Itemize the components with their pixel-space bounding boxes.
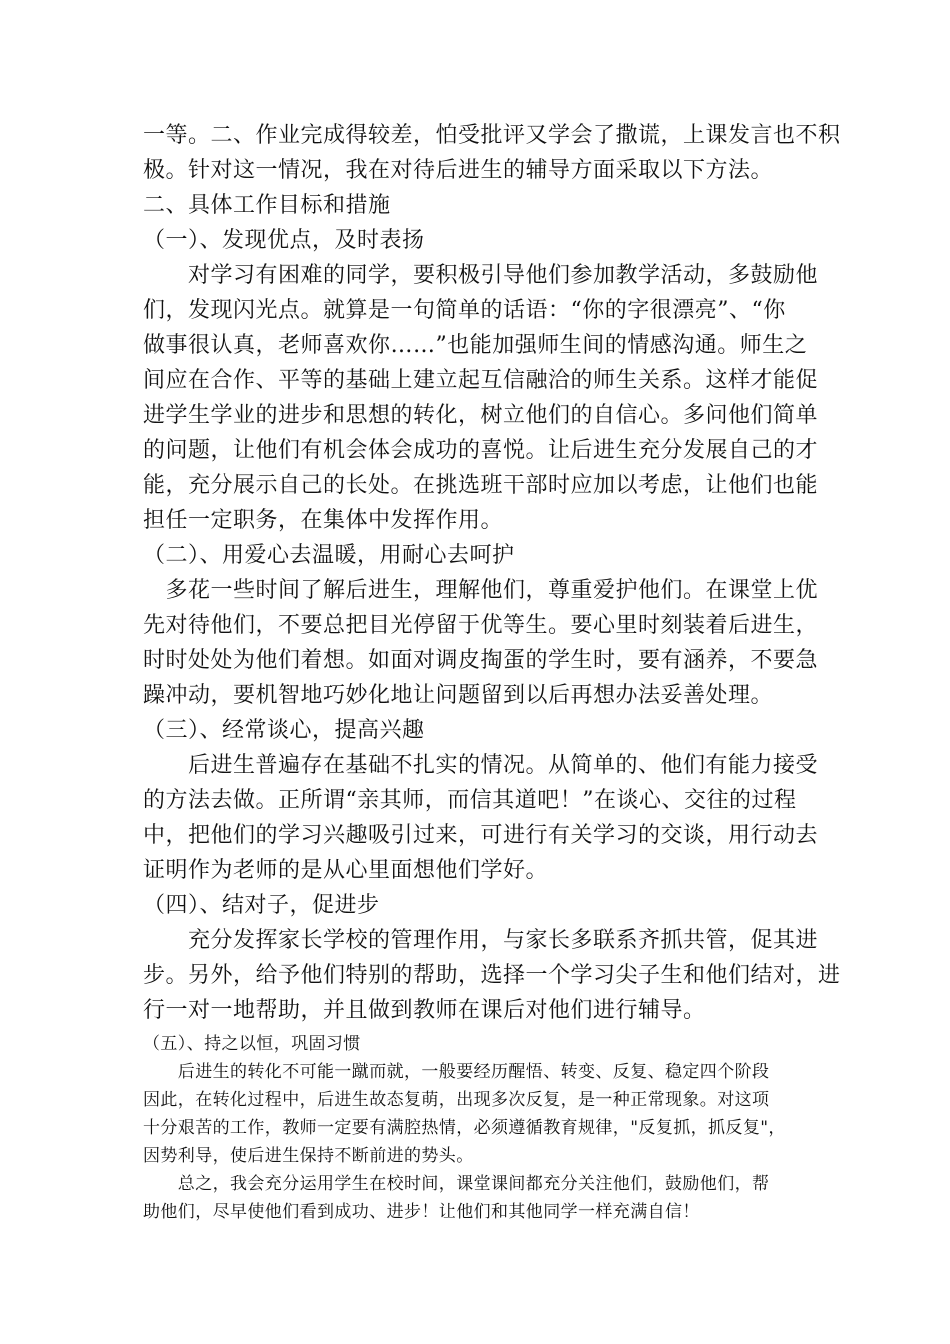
paragraph-line: 充分发挥家长学校的管理作用，与家长多联系齐抓共管，促其进 [143,928,819,953]
paragraph-line: 间应在合作、平等的基础上建立起互信融洽的师生关系。这样才能促 [143,368,819,393]
paragraph-line: 因势利导，使后进生保持不断前进的势头。 [143,1146,474,1166]
paragraph-line: 担任一定职务，在集体中发挥作用。 [143,508,504,533]
subsection-heading: （一）、发现优点，及时表扬 [143,228,425,253]
paragraph-line: 后进生的转化不可能一蹴而就，一般要经历醒悟、转变、反复、稳定四个阶段 [143,1062,770,1082]
paragraph-line: 时时处处为他们着想。如面对调皮掏蛋的学生时，要有涵养，不要急 [143,648,819,673]
paragraph-line: 一等。二、作业完成得较差，怕受批评又学会了撒谎，上课发言也不积 [143,123,841,148]
paragraph-line: 因此，在转化过程中，后进生故态复萌，出现多次反复，是一种正常现象。对这项 [143,1090,770,1110]
paragraph-line: 多花一些时间了解后进生，理解他们，尊重爱护他们。在课堂上优 [143,578,819,603]
paragraph-line: 中，把他们的学习兴趣吸引过来，可进行有关学习的交谈，用行动去 [143,823,819,848]
paragraph-line: 证明作为老师的是从心里面想他们学好。 [143,858,549,883]
subsection-heading: （五）、持之以恒，巩固习惯 [143,1034,361,1054]
paragraph-line: 十分艰苦的工作，教师一定要有满腔热情，必须遵循教育规律，"反复抓，抓反复"， [143,1118,786,1138]
section-heading: 二、具体工作目标和措施 [143,193,391,218]
paragraph-line: 躁冲动，要机智地巧妙化地让问题留到以后再想办法妥善处理。 [143,683,774,708]
paragraph-line: 们，发现闪光点。就算是一句简单的话语：“你的字很漂亮”、“你 [143,298,786,323]
subsection-heading: （三）、经常谈心，提高兴趣 [143,718,425,743]
paragraph-line: 做事很认真，老师喜欢你……”也能加强师生间的情感沟通。师生之 [143,333,808,358]
subsection-heading: （四）、结对子，促进步 [143,893,380,918]
paragraph-line: 后进生普遍存在基础不扎实的情况。从简单的、他们有能力接受 [143,753,819,778]
subsection-heading: （二）、用爱心去温暖，用耐心去呵护 [143,543,515,568]
paragraph-line: 行一对一地帮助，并且做到教师在课后对他们进行辅导。 [143,998,706,1023]
paragraph-line: 的问题，让他们有机会体会成功的喜悦。让后进生充分发展自己的才 [143,438,819,463]
paragraph-line: 先对待他们，不要总把目光停留于优等生。要心里时刻装着后进生， [143,613,819,638]
paragraph-line: 的方法去做。正所谓“亲其师，而信其道吧！”在谈心、交往的过程 [143,788,797,813]
paragraph-line: 进学生学业的进步和思想的转化，树立他们的自信心。多问他们简单 [143,403,819,428]
paragraph-line: 对学习有困难的同学，要积极引导他们参加教学活动，多鼓励他 [143,263,819,288]
paragraph-line: 总之，我会充分运用学生在校时间，课堂课间都充分关注他们，鼓励他们，帮 [143,1174,770,1194]
paragraph-line: 助他们，尽早使他们看到成功、进步！让他们和其他同学一样充满自信！ [143,1202,700,1222]
paragraph-line: 步。另外，给予他们特别的帮助，选择一个学习尖子生和他们结对，进 [143,963,841,988]
paragraph-line: 能，充分展示自己的长处。在挑选班干部时应加以考虑，让他们也能 [143,473,819,498]
paragraph-line: 极。针对这一情况，我在对待后进生的辅导方面采取以下方法。 [143,158,774,183]
